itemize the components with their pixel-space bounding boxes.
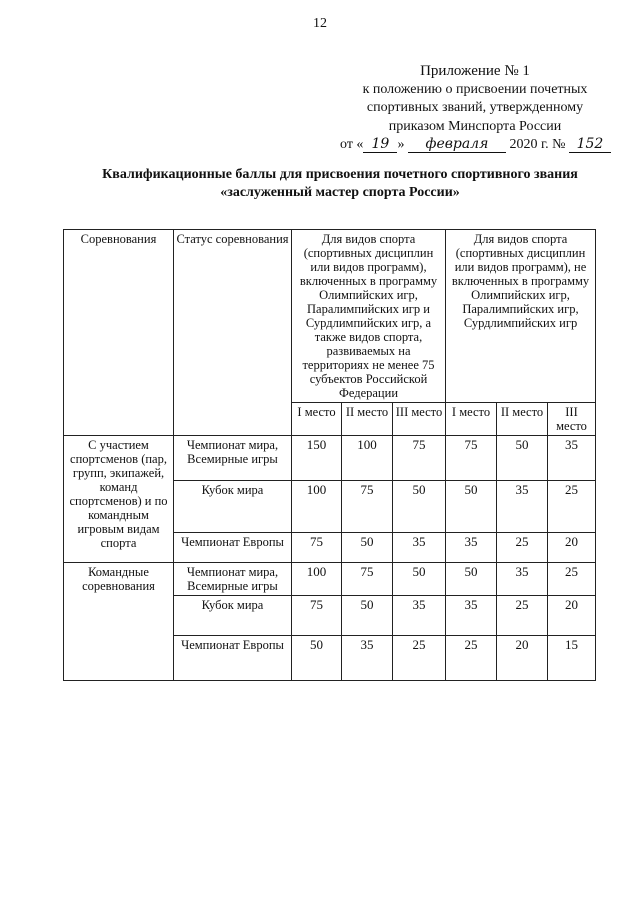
- competition-status: Чемпионат Европы: [174, 636, 292, 681]
- score-cell: 50: [446, 481, 497, 533]
- document-title-line-2: «заслуженный мастер спорта России»: [220, 185, 460, 200]
- page-number: 12: [313, 16, 327, 31]
- place-header: III место: [393, 403, 446, 436]
- place-header: II место: [342, 403, 393, 436]
- date-day-handwritten: 19: [363, 137, 397, 153]
- score-cell: 20: [497, 636, 548, 681]
- header-status: Статус соревнования: [174, 230, 292, 436]
- competition-status: Чемпионат мира, Всемирные игры: [174, 563, 292, 596]
- score-cell: 50: [292, 636, 342, 681]
- score-cell: 75: [446, 436, 497, 481]
- table-row: [64, 563, 596, 596]
- appendix-line-2: спортивных званий, утвержденному: [366, 100, 584, 115]
- appendix-date-line: [340, 136, 610, 155]
- appendix-block: [340, 62, 610, 155]
- score-cell: 35: [446, 596, 497, 636]
- date-month-handwritten: февраля: [408, 137, 506, 153]
- score-cell: 35: [393, 596, 446, 636]
- score-cell: 25: [393, 636, 446, 681]
- score-cell: 75: [393, 436, 446, 481]
- score-cell: 20: [548, 533, 596, 563]
- place-header: I место: [446, 403, 497, 436]
- score-cell: 25: [548, 563, 596, 596]
- score-cell: 25: [497, 533, 548, 563]
- score-cell: 35: [548, 436, 596, 481]
- scores-table: [63, 229, 596, 681]
- competition-status: Чемпионат Европы: [174, 533, 292, 563]
- score-cell: 25: [446, 636, 497, 681]
- score-cell: 50: [446, 563, 497, 596]
- appendix-line-1: к положению о присвоении почетных: [362, 81, 588, 97]
- score-cell: 75: [342, 481, 393, 533]
- header-olympic: Для видов спорта (спортивных дисциплин или видов программ), включенных в программу Олимпийских игр, Паралимпийских игр и Сурдлимпийских игр, а также видов спорта, развиваемых на территориях не менее 75 субъектов Российской Федерации: [292, 230, 446, 403]
- place-header: II место: [497, 403, 548, 436]
- score-cell: 100: [342, 436, 393, 481]
- document-title-line-1: Квалификационные баллы для присвоения почетного спортивного звания: [102, 167, 578, 182]
- document-title: [60, 166, 620, 202]
- date-quote: »: [397, 137, 405, 152]
- score-cell: 25: [548, 481, 596, 533]
- table-row: [64, 436, 596, 481]
- score-cell: 35: [497, 481, 548, 533]
- appendix-title: Приложение № 1: [420, 63, 530, 79]
- score-cell: 50: [497, 436, 548, 481]
- score-cell: 75: [342, 563, 393, 596]
- group-name: Командные соревнования: [64, 563, 174, 681]
- date-year: 2020 г. №: [509, 137, 566, 152]
- score-cell: 20: [548, 596, 596, 636]
- competition-status: Чемпионат мира, Всемирные игры: [174, 436, 292, 481]
- score-cell: 50: [393, 563, 446, 596]
- score-cell: 50: [342, 596, 393, 636]
- competition-status: Кубок мира: [174, 596, 292, 636]
- score-cell: 100: [292, 563, 342, 596]
- place-header: III место: [548, 403, 596, 436]
- score-cell: 50: [393, 481, 446, 533]
- competition-status: Кубок мира: [174, 481, 292, 533]
- date-prefix: от «: [340, 137, 364, 152]
- score-cell: 75: [292, 596, 342, 636]
- score-cell: 100: [292, 481, 342, 533]
- score-cell: 35: [342, 636, 393, 681]
- score-cell: 35: [497, 563, 548, 596]
- appendix-line-3: приказом Минспорта России: [388, 118, 562, 134]
- order-number-handwritten: 152: [569, 137, 611, 153]
- score-cell: 75: [292, 533, 342, 563]
- score-cell: 15: [548, 636, 596, 681]
- header-non-olympic: Для видов спорта (спортивных дисциплин или видов программ), не включенных в программу Олимпийских игр, Паралимпийских игр, Сурдлимпийских игр: [446, 230, 596, 403]
- score-cell: 35: [446, 533, 497, 563]
- group-name: С участием спортсменов (пар, групп, экипажей, команд спортсменов) и по командным игровым видам спорта: [64, 436, 174, 563]
- header-competitions: Соревнования: [64, 230, 174, 436]
- place-header: I место: [292, 403, 342, 436]
- score-cell: 150: [292, 436, 342, 481]
- score-cell: 35: [393, 533, 446, 563]
- score-cell: 50: [342, 533, 393, 563]
- header-row: [64, 230, 596, 403]
- score-cell: 25: [497, 596, 548, 636]
